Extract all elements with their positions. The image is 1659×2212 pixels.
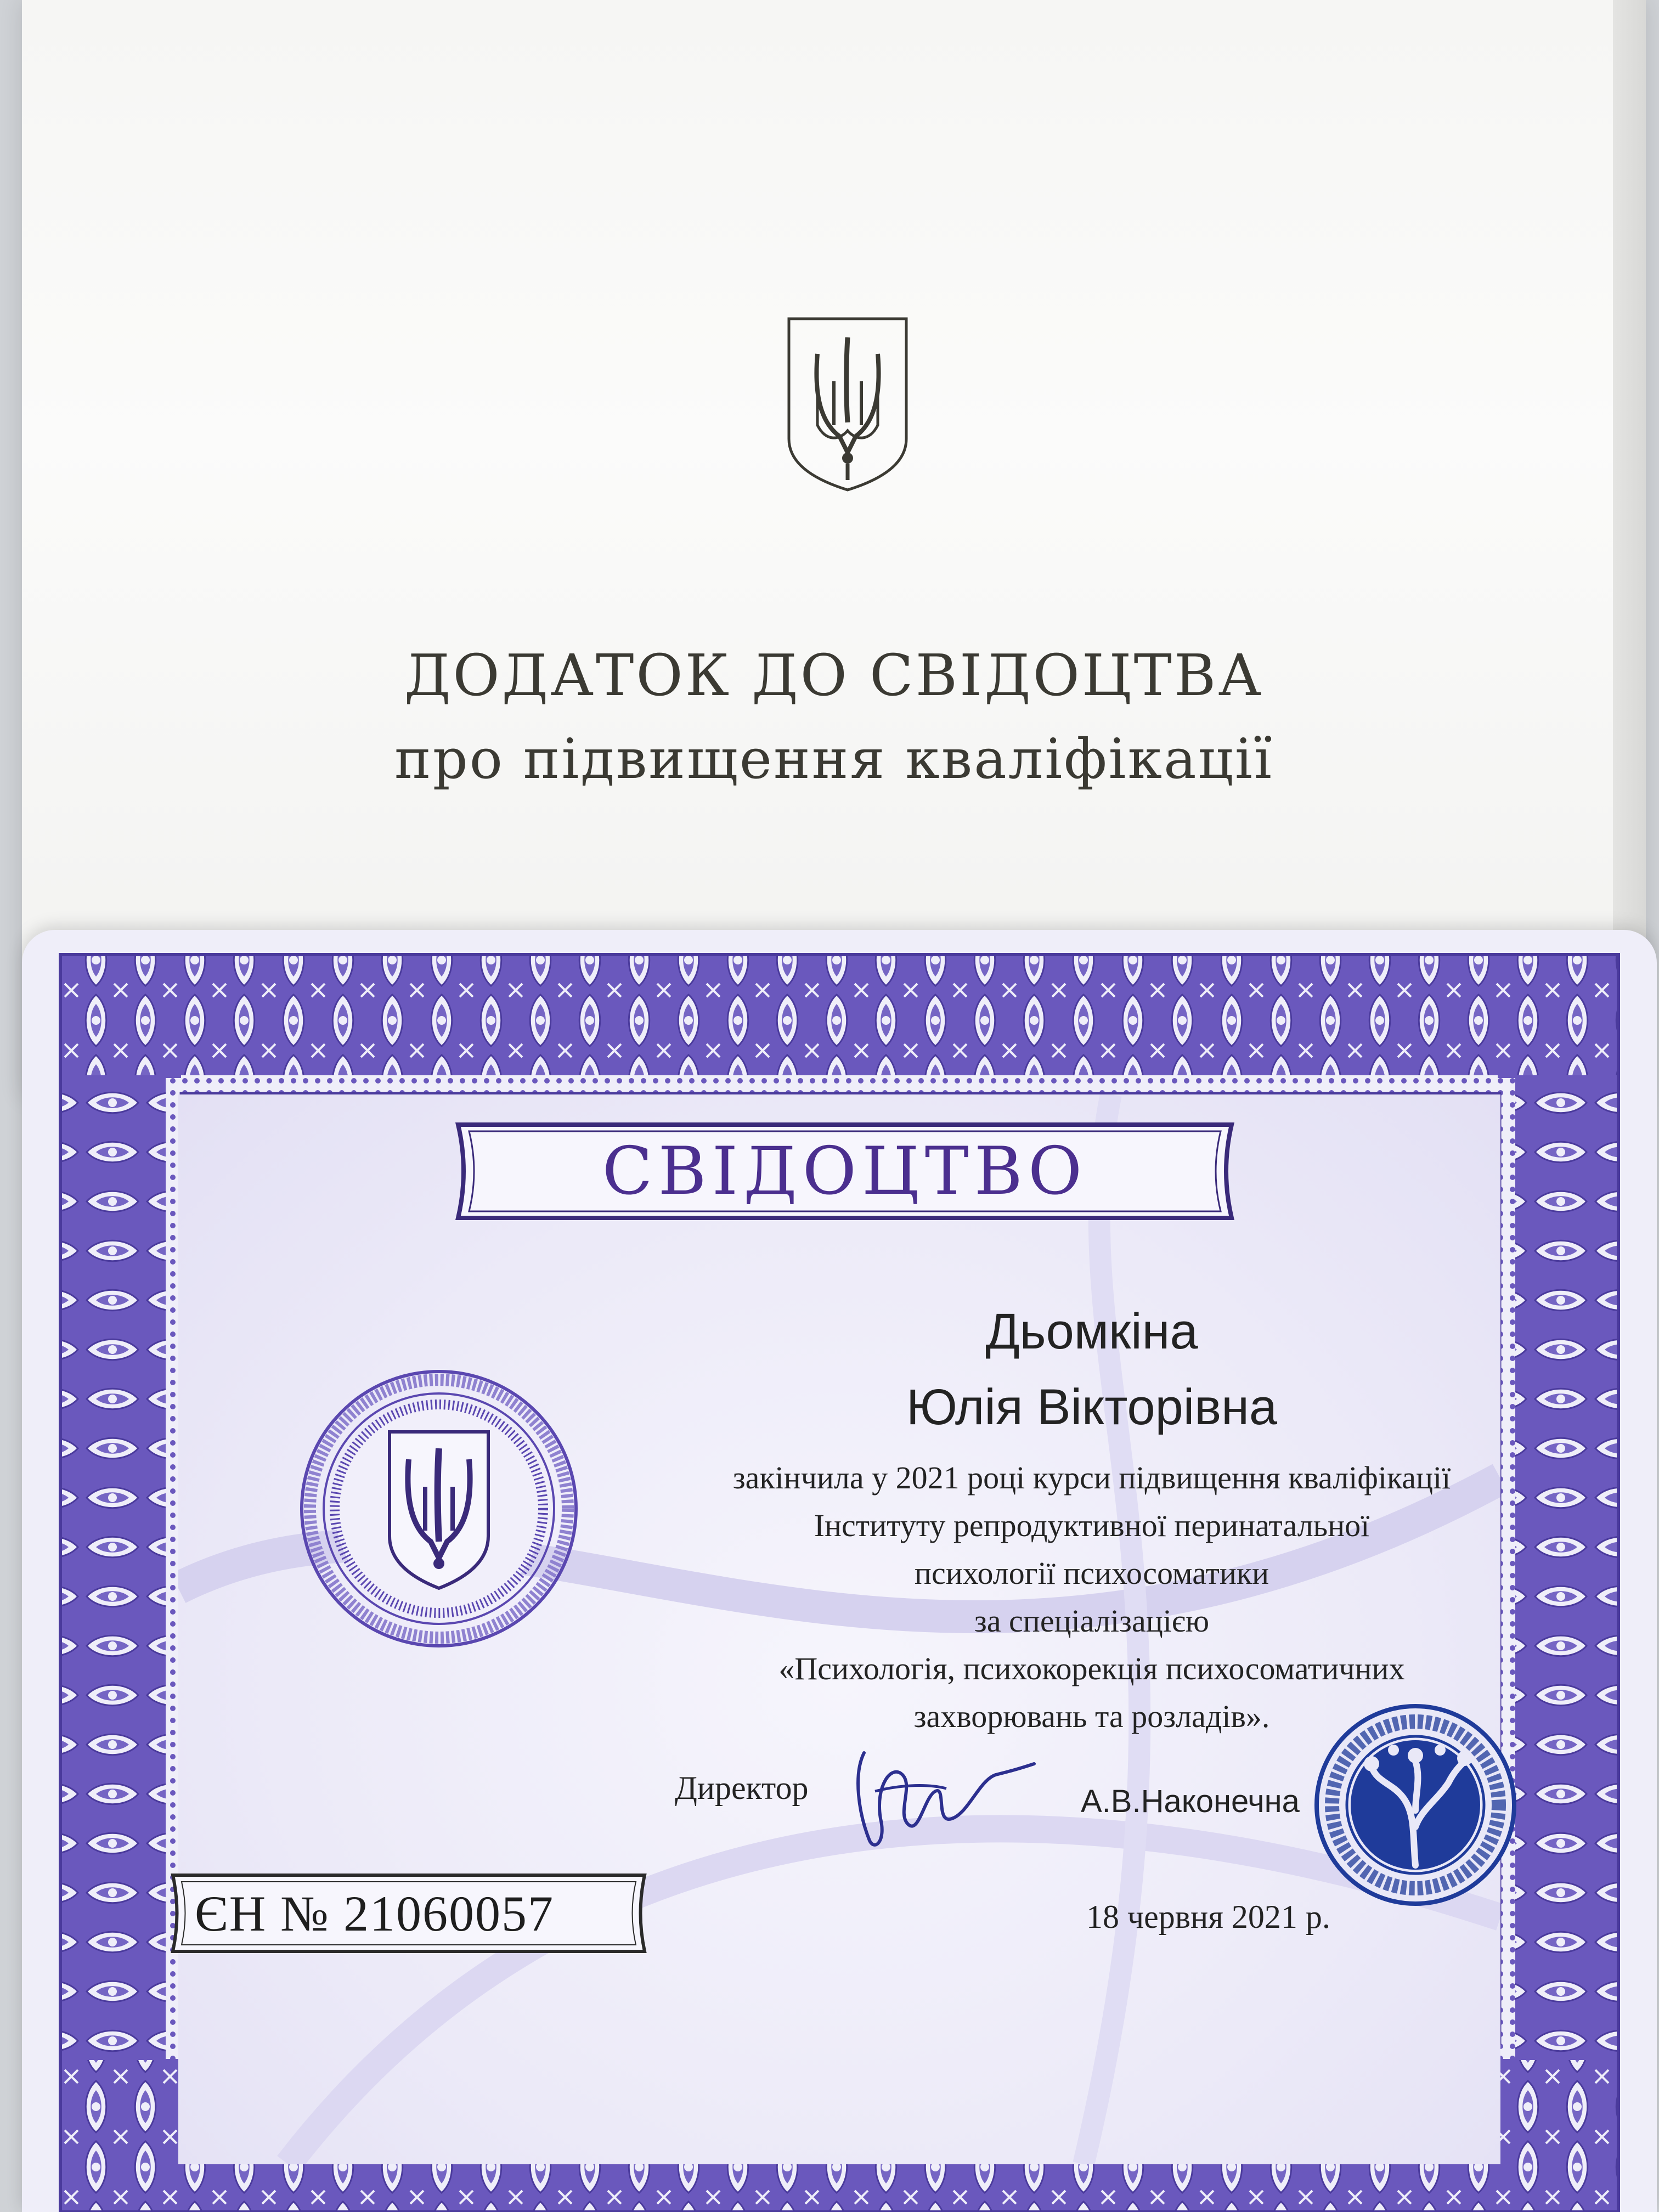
course-text-line6: захворювань та розладів». — [913, 1699, 1270, 1734]
issue-date: 18 червня 2021 р. — [1086, 1899, 1330, 1935]
director-label: Директор — [675, 1770, 809, 1806]
course-text-line2: Інституту репродуктивної перинатальної — [814, 1508, 1370, 1543]
trident-coat-of-arms-icon — [785, 315, 911, 494]
cover-title-line2: про підвищення кваліфікації — [394, 727, 1273, 791]
certificate-title-box — [447, 1119, 1243, 1223]
course-text-line5: «Психологія, психокорекція психосоматичних — [778, 1651, 1405, 1686]
certificate-number: ЄН № 21060057 — [195, 1885, 554, 1942]
certificate-title: СВІДОЦТВО — [602, 1133, 1088, 1210]
course-text-line3: психології психосоматики — [914, 1555, 1269, 1591]
director-signature — [842, 1731, 1040, 1857]
certificate-number-box — [167, 1871, 650, 1956]
cover-title-line1: ДОДАТОК ДО СВІДОЦТВА — [404, 642, 1264, 709]
director-name: А.В.Наконечна — [1081, 1784, 1300, 1819]
institute-round-stamp-icon — [1311, 1701, 1520, 1909]
certificate-card — [22, 930, 1657, 2212]
course-text-line4: за спеціалізацією — [974, 1603, 1210, 1639]
recipient-given-names: Юлія Вікторівна — [906, 1379, 1278, 1435]
cover-edge-shadow — [1613, 0, 1646, 1042]
recipient-surname: Дьомкіна — [985, 1304, 1198, 1359]
trident-guilloche-seal-icon — [296, 1366, 582, 1651]
course-text-line1: закінчила у 2021 році курси підвищення кваліфікації — [732, 1460, 1451, 1496]
